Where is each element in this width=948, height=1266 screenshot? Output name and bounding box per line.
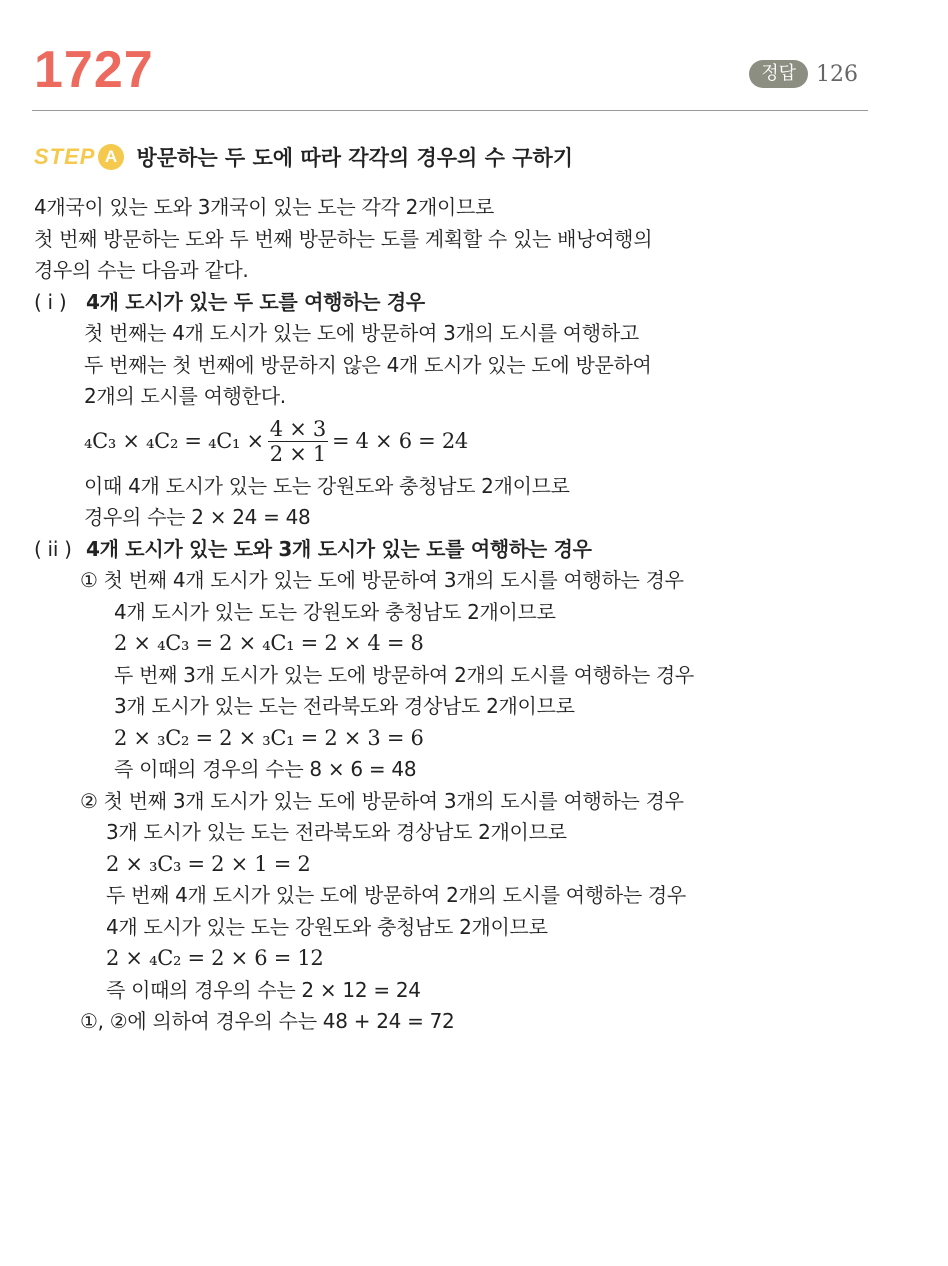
fraction-numerator: 4 × 3 [269,417,326,441]
step-label [34,144,124,170]
conclusion: ①, ②에 의하여 경우의 수는 48 + 24 = 72 [80,1009,455,1033]
case-1-desc: 첫 번째는 4개 도시가 있는 도에 방문하여 3개의 도시를 여행하고 [84,321,639,345]
case-1-marker: ( i ) [34,289,67,314]
sub-case-1-result: 즉 이때의 경우의 수는 8 × 6 = 48 [114,757,417,781]
case-1-formula [0,413,948,471]
sub-case-2-heading: ② 첫 번째 3개 도시가 있는 도에 방문하여 3개의 도시를 여행하는 경우 [80,788,684,813]
header-divider [32,110,868,111]
case-1-heading [0,287,948,319]
case-2-title: 4개 도시가 있는 도와 3개 도시가 있는 도를 여행하는 경우 [86,536,592,561]
formula-right: = 4 × 6 = 24 [331,428,468,453]
sub-case-2-line: 3개 도시가 있는 도는 전라북도와 경상남도 2개이므로 [106,820,567,844]
answer-badge: 정답 [749,60,808,88]
sub-case-1-line: 두 번째 3개 도시가 있는 도에 방문하여 2개의 도시를 여행하는 경우 [114,662,694,687]
sub-case-2-formula: 2 × ₃C₃ = 2 × 1 = 2 [106,851,311,876]
step-title: 방문하는 두 도에 따라 각각의 경우의 수 구하기 [136,146,574,170]
sub-case-1-line: 4개 도시가 있는 도는 강원도와 충청남도 2개이므로 [114,599,556,624]
solution-body [0,192,948,1038]
step-label-text: STEP [34,144,96,169]
case-1-result: 경우의 수는 2 × 24 = 48 [84,505,311,529]
case-1-note: 이때 4개 도시가 있는 도는 강원도와 충청남도 2개이므로 [84,473,570,498]
sub-case-1-formula: 2 × ₄C₃ = 2 × ₄C₁ = 2 × 4 = 8 [114,631,424,655]
intro-line: 첫 번째 방문하는 도와 두 번째 방문하는 도를 계획할 수 있는 배낭여행의 [34,226,653,251]
case-2-marker: ( ii ) [34,536,72,561]
sub-case-2-line: 4개 도시가 있는 도는 강원도와 충청남도 2개이므로 [106,914,548,939]
formula-fraction [268,417,328,466]
sub-case-1-formula: 2 × ₃C₂ = 2 × ₃C₁ = 2 × 3 = 6 [114,725,424,750]
sub-case-1-heading: ① 첫 번째 4개 도시가 있는 도에 방문하여 3개의 도시를 여행하는 경우 [80,568,684,592]
case-1-desc: 2개의 도시를 여행한다. [84,384,286,408]
step-letter-badge: A [98,144,124,170]
step-heading [34,142,573,172]
case-1-title: 4개 도시가 있는 두 도를 여행하는 경우 [86,289,425,314]
answer-reference [749,60,858,88]
case-1-desc: 두 번째는 첫 번째에 방문하지 않은 4개 도시가 있는 도에 방문하여 [84,352,652,377]
intro-line: 경우의 수는 다음과 같다. [34,258,249,282]
sub-case-2-line: 두 번째 4개 도시가 있는 도에 방문하여 2개의 도시를 여행하는 경우 [106,883,686,907]
fraction-denominator: 2 × 1 [269,442,326,466]
case-2-heading [0,534,948,566]
sub-case-2-result: 즉 이때의 경우의 수는 2 × 12 = 24 [106,977,421,1002]
sub-case-2-formula: 2 × ₄C₂ = 2 × 6 = 12 [106,946,324,970]
intro-line: 4개국이 있는 도와 3개국이 있는 도는 각각 2개이므로 [34,195,495,219]
answer-page-number: 126 [816,61,858,87]
formula-left: ₄C₃ × ₄C₂ = ₄C₁ × [84,428,264,453]
sub-case-1-line: 3개 도시가 있는 도는 전라북도와 경상남도 2개이므로 [114,694,575,718]
problem-number: 1727 [34,41,154,99]
